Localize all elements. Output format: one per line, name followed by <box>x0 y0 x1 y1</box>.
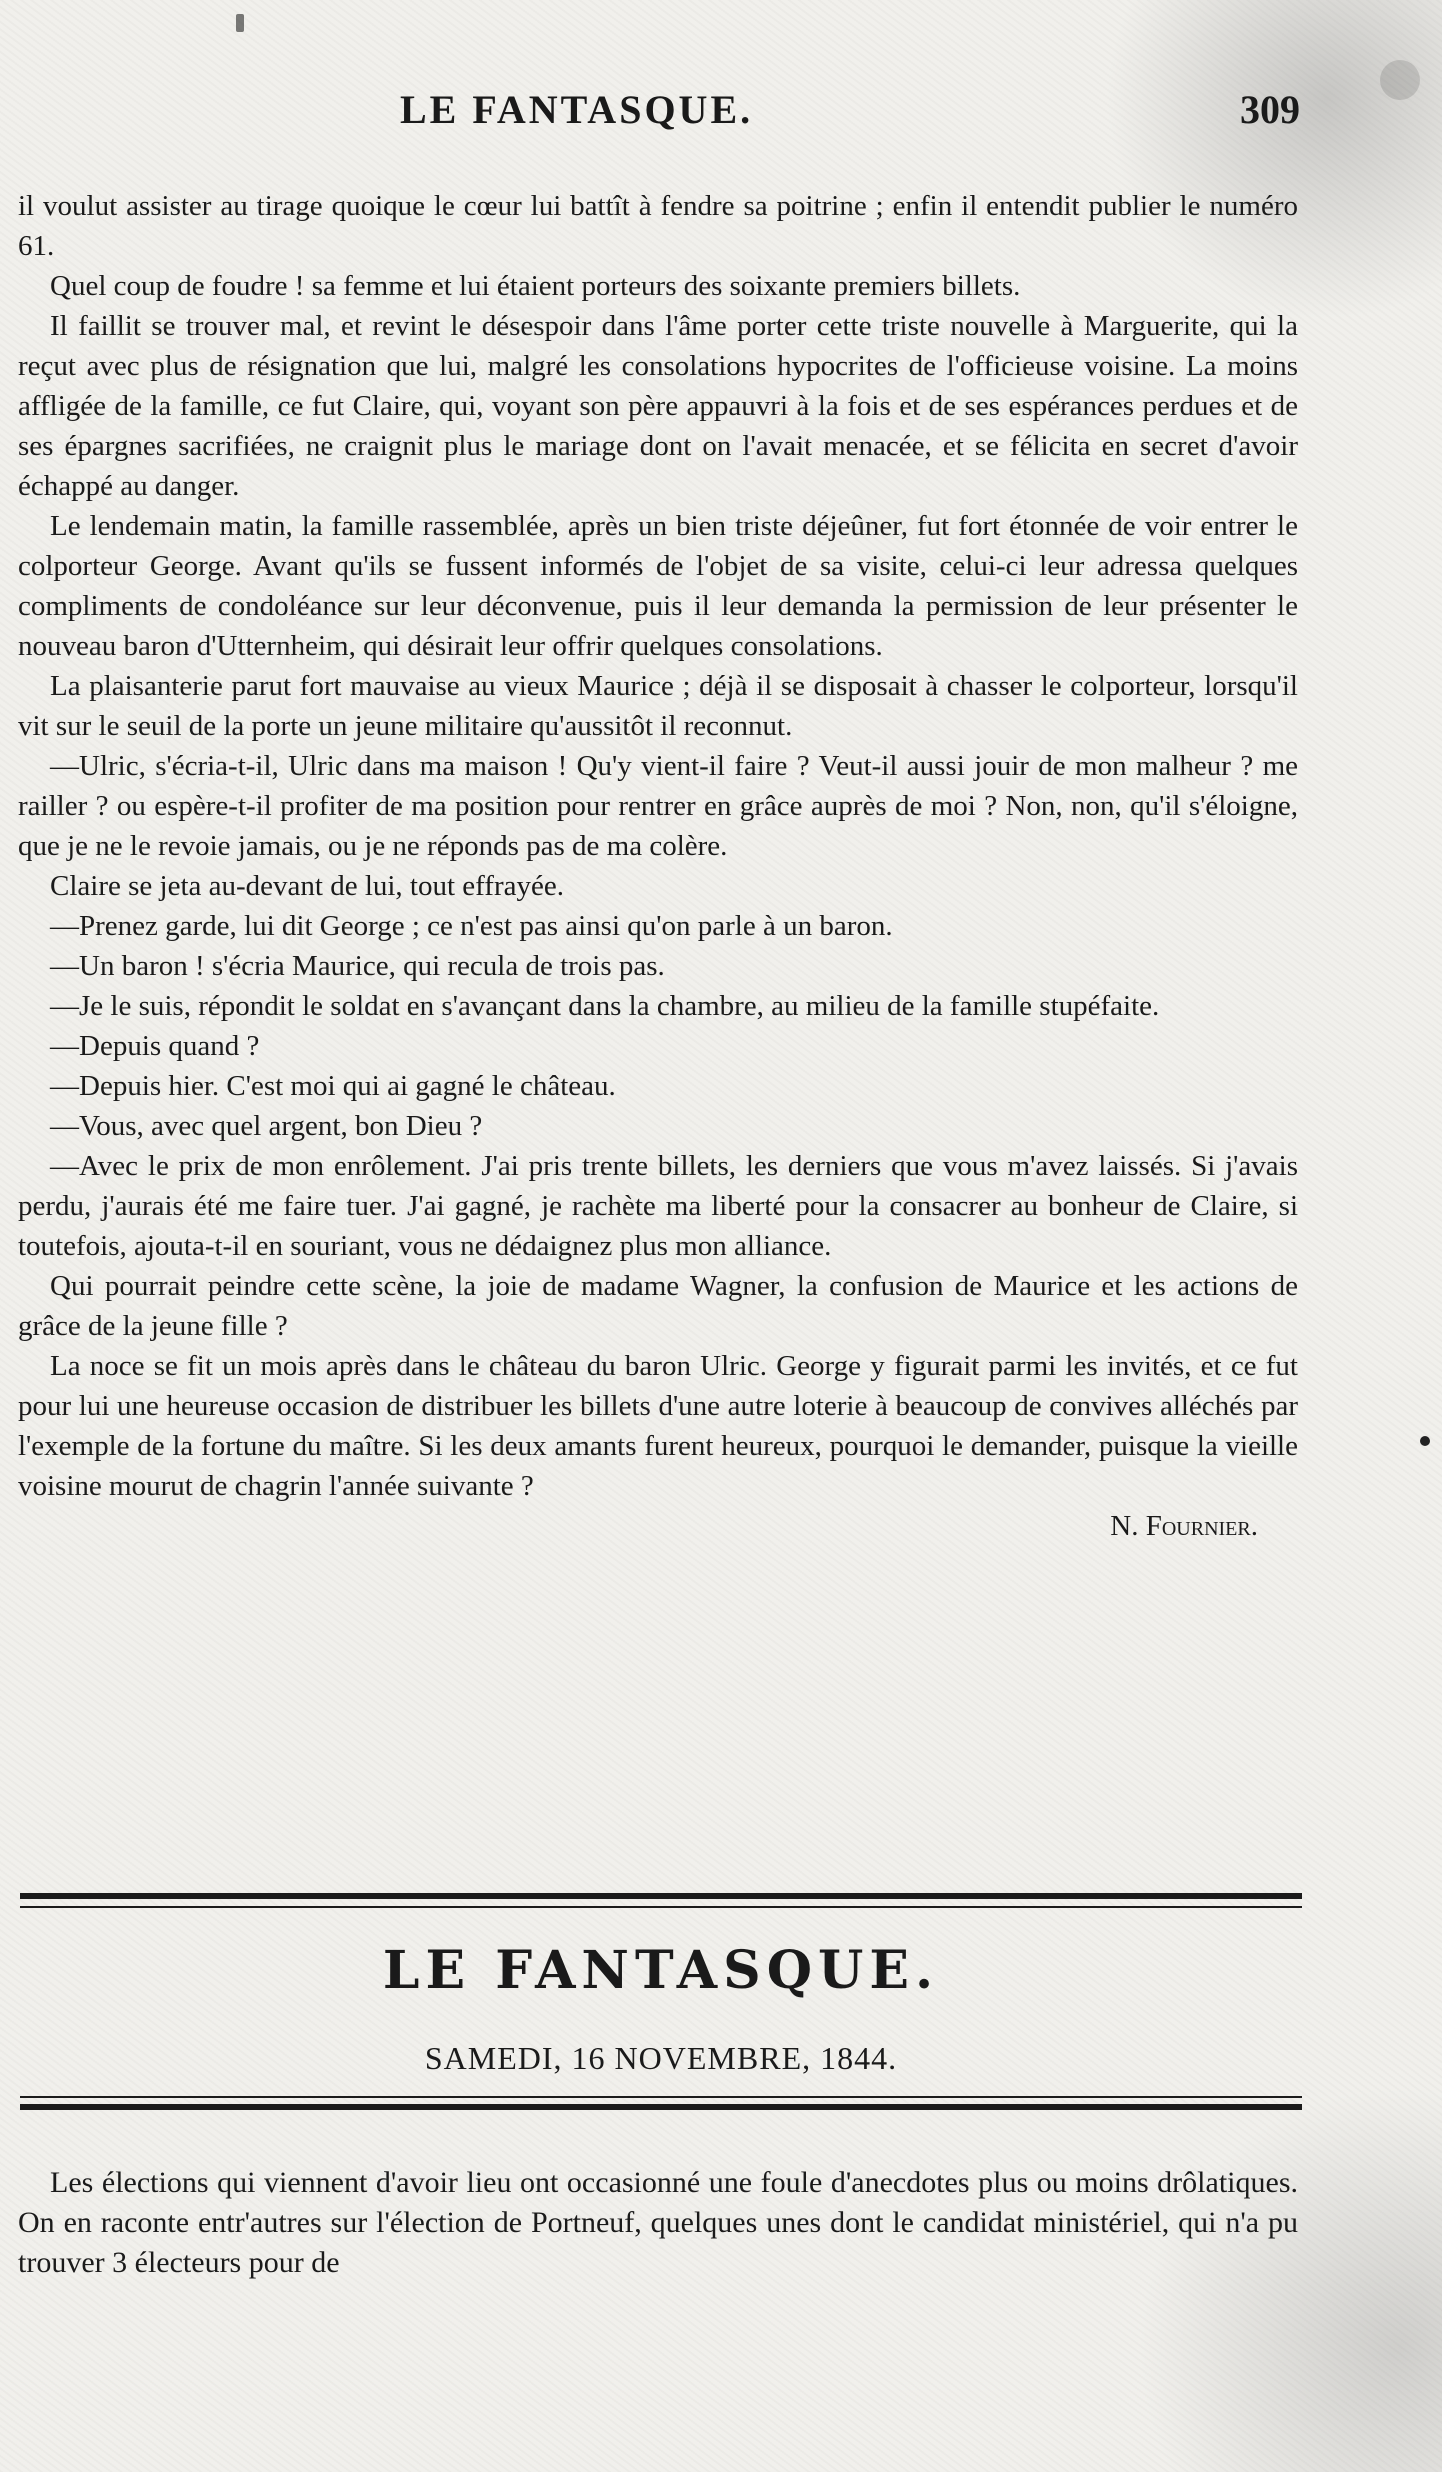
paragraph: La noce se fit un mois après dans le château du baron Ulric. George y figurait parmi les invités, et ce fut pour lui une heureuse occasion de distribuer les billets d'une autre loterie à beaucoup de convives alléchés par l'exemple de la fortune du maître. Si les deux amants furent heureux, pourquoi le demander, puisque la vieille voisine mourut de chagrin l'année suivante ? <box>18 1350 1298 1502</box>
paragraph: Quel coup de foudre ! sa femme et lui étaient porteurs des soixante premiers billets. <box>50 270 1021 302</box>
election-article <box>18 2163 1298 2283</box>
section-rule-thin <box>20 1906 1302 1908</box>
page-stain <box>236 14 244 32</box>
running-title: LE FANTASQUE. <box>400 87 754 132</box>
page-header <box>20 86 1300 146</box>
paragraph: —Ulric, s'écria-t-il, Ulric dans ma maison ! Qu'y vient-il faire ? Veut-il aussi jouir de mon malheur ? me railler ? ou espère-t-il profiter de ma position pour rentrer en grâce auprès de moi ? Non, non, qu'il s'éloigne, que je ne le revoie jamais, ou je ne réponds pas de ma colère. <box>18 750 1298 862</box>
paragraph: —Vous, avec quel argent, bon Dieu ? <box>50 1110 483 1142</box>
paragraph: Qui pourrait peindre cette scène, la joie de madame Wagner, la confusion de Maurice et les actions de grâce de la jeune fille ? <box>18 1270 1298 1342</box>
paragraph: —Avec le prix de mon enrôlement. J'ai pris trente billets, les derniers que vous m'avez laissés. Si j'avais perdu, j'aurais été me faire tuer. J'ai gagné, je rachète ma liberté pour la consacrer au bonheur de Claire, si toutefois, ajouta-t-il en souriant, vous ne dédaignez plus mon alliance. <box>18 1150 1298 1262</box>
paragraph: —Je le suis, répondit le soldat en s'avançant dans la chambre, au milieu de la famille stupéfaite. <box>50 990 1160 1022</box>
signature-text: N. Fournier. <box>1110 1510 1258 1542</box>
section-rule-thick <box>20 1893 1302 1899</box>
paragraph: Il faillit se trouver mal, et revint le désespoir dans l'âme porter cette triste nouvelle à Marguerite, qui la reçut avec plus de résignation que lui, malgré les consolations hypocrites de l'officieuse voisine. La moins affligée de la famille, ce fut Claire, qui, voyant son père appauvri à la fois et de ses espérances perdues et de ses épargnes sacrifiées, ne craignit plus le mariage dont on l'avait menacée, et se félicita en secret d'avoir échappé au danger. <box>18 310 1298 502</box>
ink-spot <box>1420 1436 1430 1446</box>
page-number: 309 <box>1240 87 1300 132</box>
paragraph: —Depuis quand ? <box>50 1030 260 1062</box>
date-rule-thick <box>20 2104 1302 2110</box>
author-signature <box>18 1506 1298 1546</box>
masthead-title: LE FANTASQUE. <box>382 1940 940 2001</box>
paragraph: Claire se jeta au-devant de lui, tout effrayée. <box>50 870 564 902</box>
date-rule-thin <box>20 2096 1302 2098</box>
paragraph: —Prenez garde, lui dit George ; ce n'est pas ainsi qu'on parle à un baron. <box>50 910 893 942</box>
paragraph: —Un baron ! s'écria Maurice, qui recula de trois pas. <box>50 950 665 982</box>
paragraph: Le lendemain matin, la famille rassemblée, après un bien triste déjeûner, fut fort étonnée de voir entrer le colporteur George. Avant qu'ils se fussent informés de l'objet de sa visite, celui-ci leur adressa quelques compliments de condoléance sur leur déconvenue, puis il leur demanda la permission de leur présenter le nouveau baron d'Utternheim, qui désirait leur offrir quelques consolations. <box>18 510 1298 662</box>
paragraph: il voulut assister au tirage quoique le cœur lui battît à fendre sa poitrine ; enfin il entendit publier le numéro 61. <box>18 190 1298 262</box>
paragraph: —Depuis hier. C'est moi qui ai gagné le château. <box>50 1070 616 1102</box>
story-column <box>18 186 1298 1546</box>
paragraph: La plaisanterie parut fort mauvaise au vieux Maurice ; déjà il se disposait à chasser le colporteur, lorsqu'il vit sur le seuil de la porte un jeune militaire qu'aussitôt il reconnut. <box>18 670 1298 742</box>
page-stain <box>1380 60 1420 100</box>
article-paragraph: Les élections qui viennent d'avoir lieu ont occasionné une foule d'anecdotes plus ou moins drôlatiques. On en raconte entr'autres sur l'élection de Portneuf, quelques unes dont le candidat ministériel, qui n'a pu trouver 3 électeurs pour de <box>18 2166 1298 2279</box>
masthead-date: SAMEDI, 16 NOVEMBRE, 1844. <box>424 2040 898 2076</box>
